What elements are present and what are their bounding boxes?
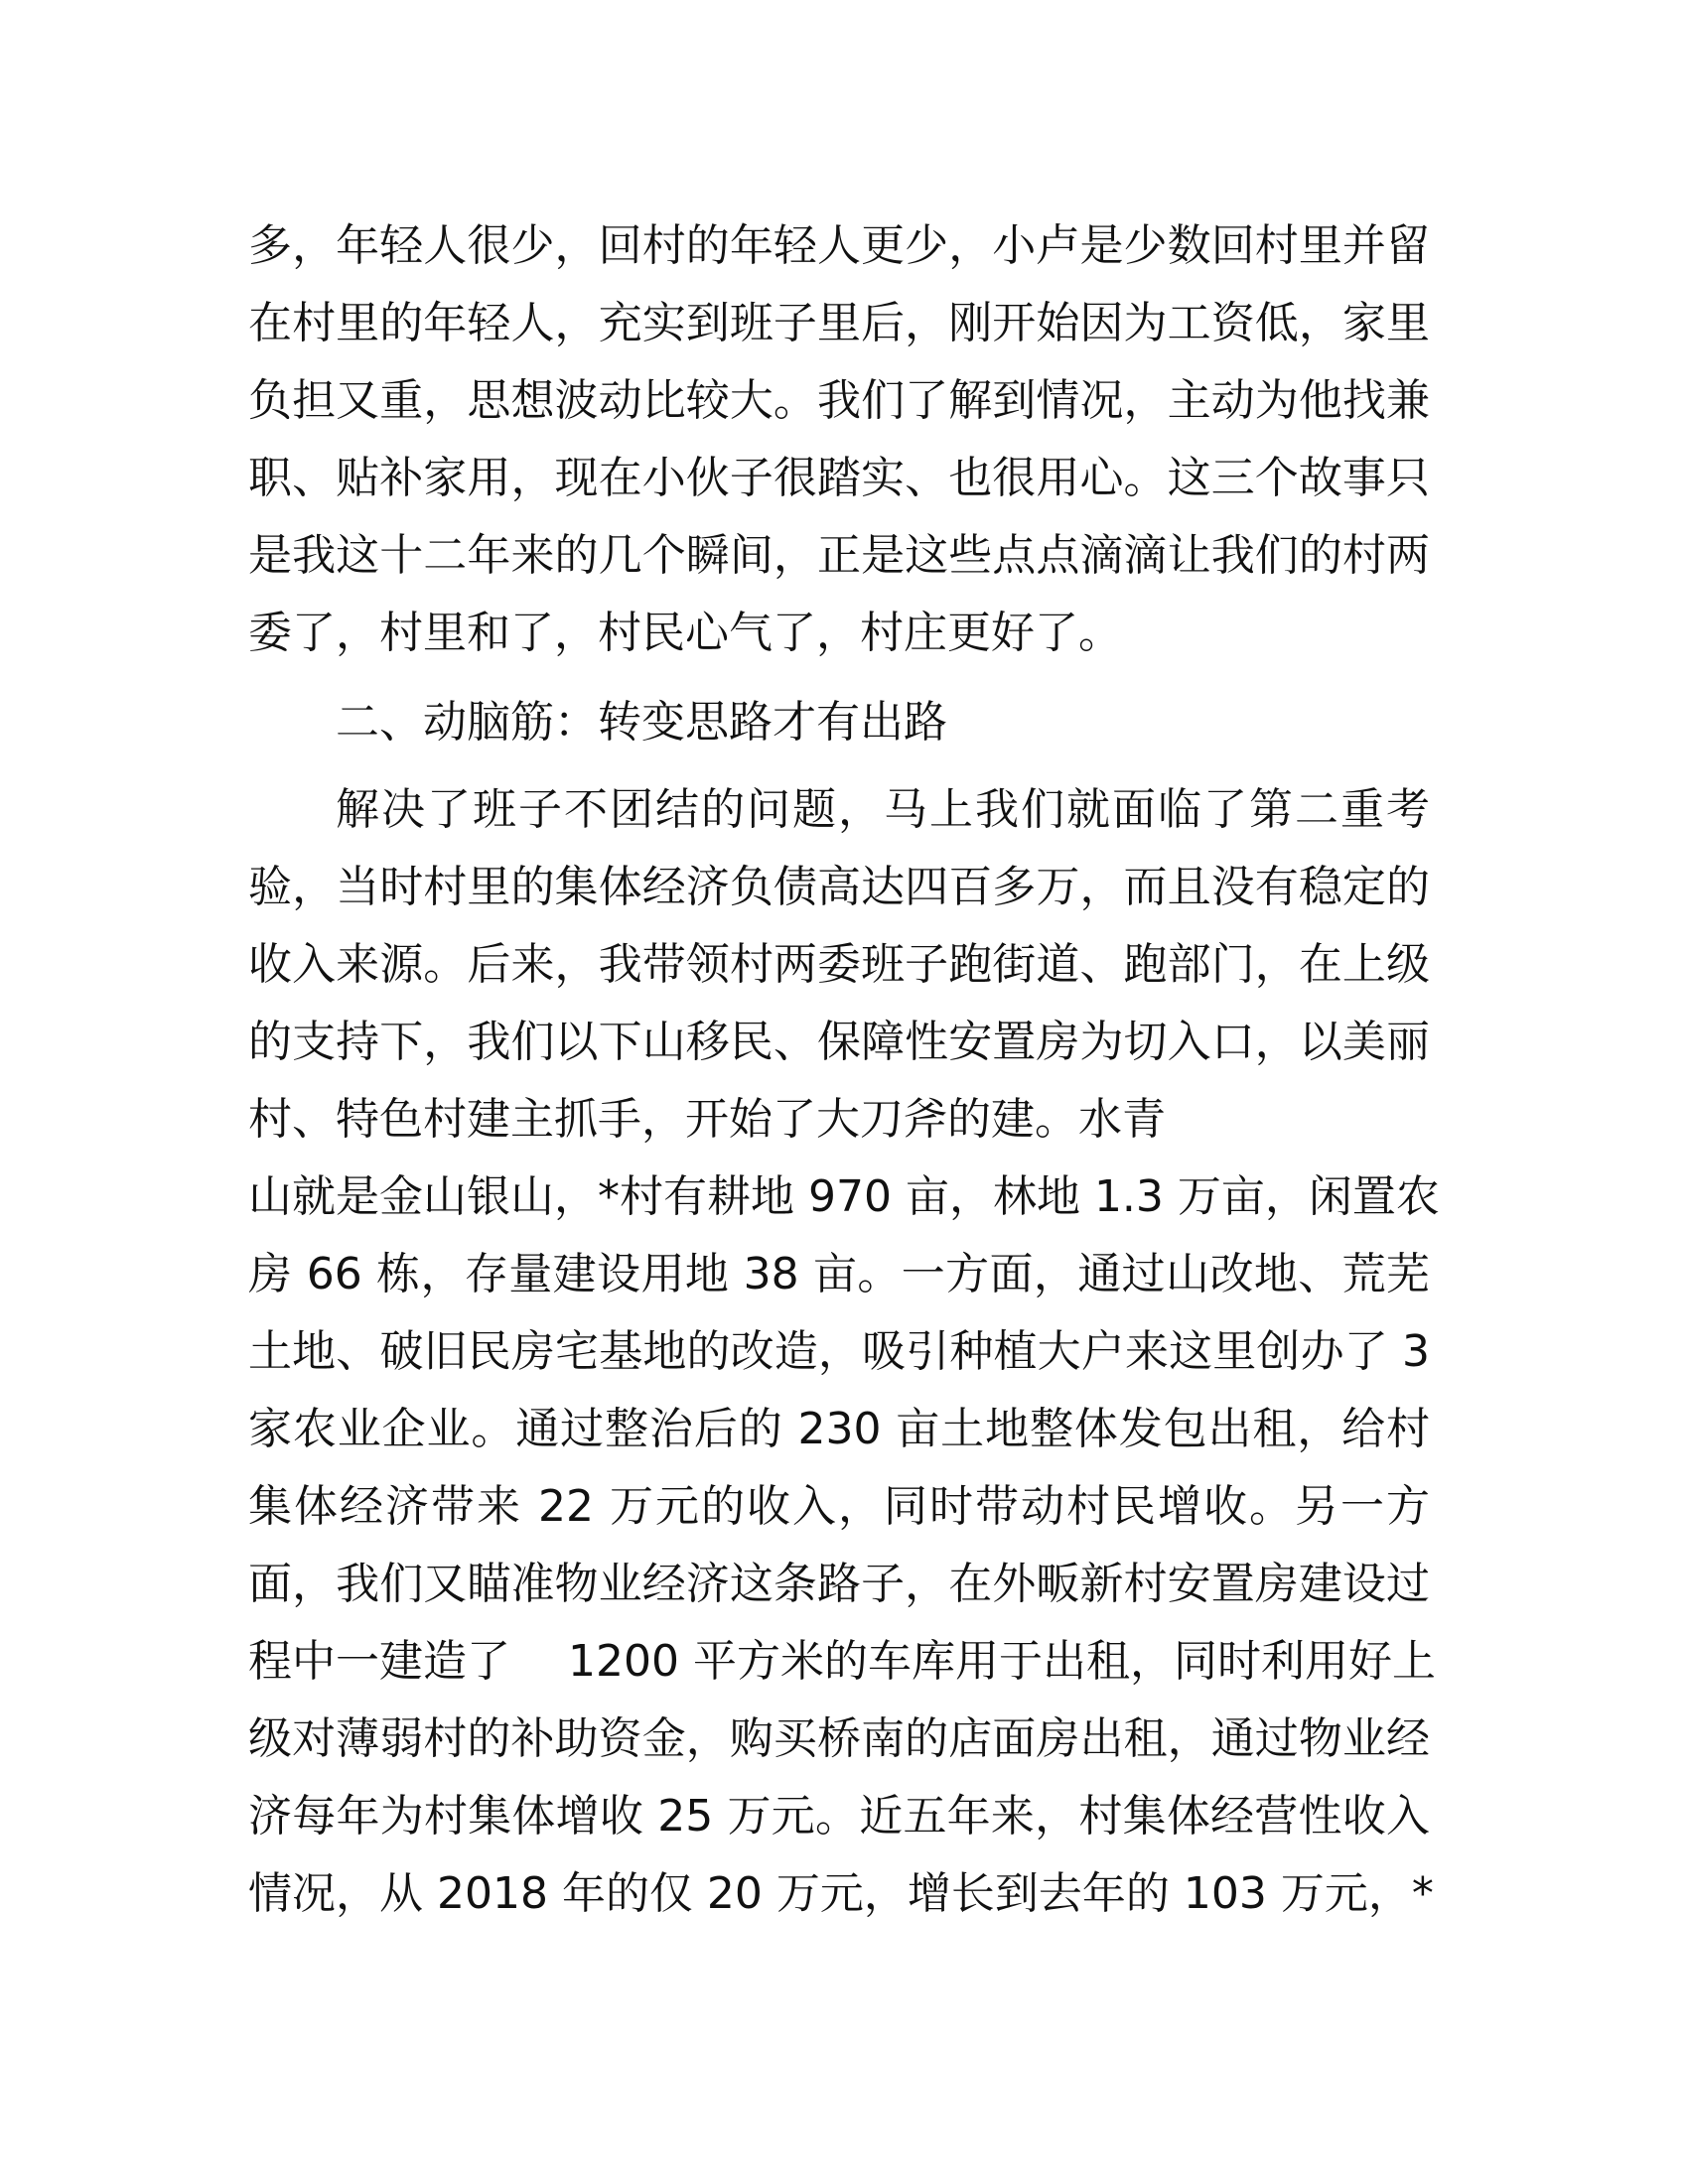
text-line-16: 家农业企业。通过整治后的 230 亩土地整体发包出租，给村: [248, 1404, 1430, 1454]
text-line-4: 职、贴补家用，现在小伙子很踏实、也很用心。这三个故事只: [248, 453, 1430, 503]
text-line-19: 程中一建造了 1200 平方米的车库用于出租，同时利用好上: [248, 1636, 1436, 1687]
text-line-11: 的支持下，我们以下山移民、保障性安置房为切入口，以美丽: [248, 1017, 1430, 1067]
section-heading: 二、动脑筋：转变思路才有出路: [336, 697, 947, 748]
text-line-14: 房 66 栋，存量建设用地 38 亩。一方面，通过山改地、荒芜: [248, 1249, 1430, 1299]
text-line-17: 集体经济带来 22 万元的收入，同时带动村民增收。另一方: [248, 1481, 1430, 1532]
text-line-22: 情况，从 2018 年的仅 20 万元，增长到去年的 103 万元，*: [248, 1868, 1434, 1919]
text-line-5: 是我这十二年来的几个瞬间，正是这些点点滴滴让我们的村两: [248, 530, 1430, 581]
text-line-15: 土地、破旧民房宅基地的改造，吸引种植大户来这里创办了 3: [248, 1326, 1430, 1377]
text-line-8: 解决了班子不团结的问题，马上我们就面临了第二重考: [336, 784, 1430, 835]
text-line-18: 面，我们又瞄准物业经济这条路子，在外畈新村安置房建设过: [248, 1559, 1430, 1609]
text-line-3: 负担又重，思想波动比较大。我们了解到情况，主动为他找兼: [248, 375, 1430, 426]
text-line-20: 级对薄弱村的补助资金，购买桥南的店面房出租，通过物业经: [248, 1713, 1430, 1764]
text-line-12: 村、特色村建主抓手，开始了大刀斧的建。水青: [248, 1094, 1166, 1145]
text-line-6: 委了，村里和了，村民心气了，村庄更好了。: [248, 608, 1122, 658]
text-line-13: 山就是金山银山，*村有耕地 970 亩，林地 1.3 万亩，闲置农: [248, 1171, 1440, 1222]
text-line-1: 多，年轻人很少，回村的年轻人更少，小卢是少数回村里并留: [248, 220, 1430, 271]
text-line-2: 在村里的年轻人，充实到班子里后，刚开始因为工资低，家里: [248, 298, 1430, 348]
text-line-10: 收入来源。后来，我带领村两委班子跑街道、跑部门，在上级: [248, 939, 1430, 990]
text-line-21: 济每年为村集体增收 25 万元。近五年来，村集体经营性收入: [248, 1791, 1430, 1842]
text-line-9: 验，当时村里的集体经济负债高达四百多万，而且没有稳定的: [248, 862, 1430, 912]
